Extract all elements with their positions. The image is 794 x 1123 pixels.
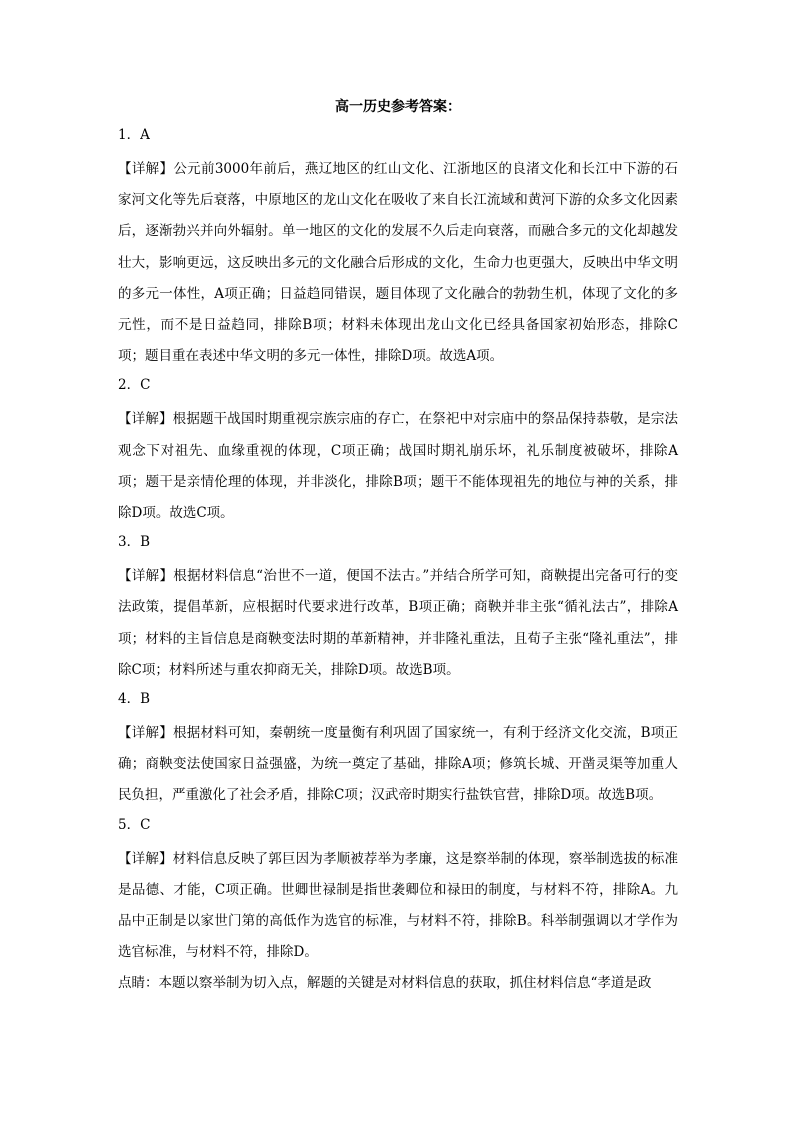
question-number: 5．C	[118, 816, 151, 833]
explanation-text: 公元前3000年前后，燕辽地区的红山文化、江浙地区的良渚文化和长江中下游的石家河文化等先后衰落，中原地区的龙山文化在吸收了来自长江流域和黄河下游的众多文化因素后，逐渐勃兴并向外辐射。单一地区的文化的发展不久后走向衰落，而融合多元的文化却越发壮大，影响更远，这反映出多元的文化融合后形成的文化，生命力也更强大，反映出中华文明的多元一体性，A项正确；日益趋同错误，题目体现了文化融合的勃勃生机，体现了文化的多元性，而不是日益趋同，排除B项；材料未体现出龙山文化已经具备国家初始形态，排除C项；题目重在表述中华文明的多元一体性，排除D项。故选A项。	[118, 161, 679, 365]
comment-note: 点睛：本题以察举制为切入点，解题的关键是对材料信息的获取，抓住材料信息“孝道是政	[118, 975, 652, 992]
question-number: 3．B	[118, 534, 151, 551]
explanation-tag: 【详解】	[118, 850, 173, 867]
answer-explanation	[118, 404, 678, 529]
explanation-tag: 【详解】	[118, 161, 174, 177]
explanation-text: 根据材料信息“治世不一道，便国不法古。”并结合所学可知，商鞅提出完备可行的变法政策，提倡革新，应根据时代要求进行改革，B项正确；商鞅并非主张“循礼法古”，排除A项；材料的主旨信息是商鞅变法时期的革新精神，并非隆礼重法，且荀子主张“隆礼重法”，排除C项；材料所述与重农抑商无关，排除D项。故选B项。	[118, 568, 678, 678]
answer-explanation	[118, 154, 678, 372]
question-block-3	[118, 531, 678, 686]
answer-explanation	[118, 844, 678, 969]
explanation-text: 根据材料可知，秦朝统一度量衡有利巩固了国家统一，有利于经济文化交流，B项正确；商鞅变法使国家日益强盛，为统一奠定了基础，排除A项；修筑长城、开凿灵渠等加重人民负担，严重激化了社会矛盾，排除C项；汉武帝时期实行盐铁官营，排除D项。故选B项。	[118, 725, 679, 804]
question-number: 1．A	[118, 127, 150, 143]
page-title: 高一历史参考答案：	[335, 99, 461, 115]
explanation-text: 材料信息反映了郭巨因为孝顺被荐举为孝廉，这是察举制的体现，察举制选拔的标准是品德、才能，C项正确。世卿世禄制是指世袭卿位和禄田的制度，与材料不符，排除A。九品中正制是以家世门第的高低作为选官的标准，与材料不符，排除B。科举制强调以才学作为选官标准，与材料不符，排除D。	[118, 850, 679, 961]
explanation-tag: 【详解】	[118, 411, 173, 428]
question-block-2	[118, 374, 678, 529]
question-number: 2．C	[118, 377, 151, 394]
explanation-text: 根据题干战国时期重视宗族宗庙的存亡，在祭祀中对宗庙中的祭品保持恭敬，是宗法观念下对祖先、血缘重视的体现，C项正确；战国时期礼崩乐坏，礼乐制度被破坏，排除A项；题干是亲情伦理的体现，并非淡化，排除B项；题干不能体现祖先的地位与神的关系，排除D项。故选C项。	[118, 411, 679, 522]
explanation-tag: 【详解】	[118, 568, 174, 585]
question-number: 4．B	[118, 691, 151, 708]
question-block-1	[118, 124, 678, 372]
explanation-tag: 【详解】	[118, 725, 174, 742]
answer-page	[118, 98, 678, 1002]
question-block-4	[118, 688, 678, 812]
answer-explanation	[118, 718, 678, 812]
question-block-5	[118, 814, 678, 1000]
answer-explanation	[118, 561, 678, 686]
